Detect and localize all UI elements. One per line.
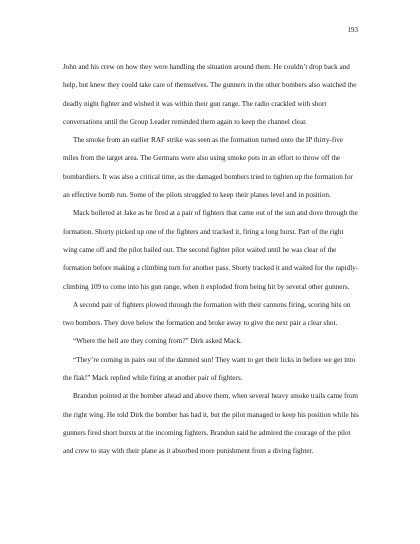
paragraph-4: A second pair of fighters plowed through the formation with their cannons firing, scoring hits on two bombers. They dove below the formation and broke away to give the next pair a clear shot. bbox=[63, 300, 351, 328]
paragraph-7: Brandon pointed at the bomber ahead and above them, when several heavy smoke trails came from the right wing. He told Dirk the bomber has had it, but the pilot managed to keep his position while his gunners fired short bursts at the incoming fighters. Brandon said he admired the courage of the pilot and crew to stay with their plane as it absorbed more punishment from a diving fighter. bbox=[63, 392, 359, 456]
body-text bbox=[63, 58, 359, 461]
paragraph-2: The smoke from an earlier RAF strike was seen as the formation turned onto the IP thirty-five miles from the target area. The Germans were also using smoke pots in an effort to throw off the bombardiers. It was also a critical time, as the damaged bombers tried to tighten up the formation for an effective bomb run. Some of the pilots struggled to keep their planes level and in position. bbox=[63, 136, 354, 200]
paragraph-5: “Where the hell are they coming from?” Dirk asked Mack. bbox=[73, 337, 242, 346]
paragraph-1: John and his crew on how they were handling the situation around them. He couldn’t drop back and help, but knew they could take care of themselves. The gunners in the other bombers also watched the deadly night fighter and wished it was within their gun range. The radio crackled with short conversations until the Group Leader reminded them again to keep the channel clear. bbox=[63, 63, 357, 126]
paragraph-3: Mack hollered at Jake as he fired at a pair of fighters that came out of the sun and dove through the formation. Shorty picked up one of the fighters and tracked it, firing a long burst. Part of the right wing came off and the pilot bailed out. The second fighter pilot waited until he was clear of the formation before making a climbing turn for another pass. Shorty tracked it and waited for the rapidly-climbing 109 to come into his gun range, when it exploded from being hit by several other gunners. bbox=[63, 209, 359, 291]
page-number: 193 bbox=[347, 26, 358, 34]
paragraph-6: “They’re coming in pairs out of the damned sun! They want to get their licks in before we get into the flak!” Mack replied while firing at another pair of fighters. bbox=[63, 355, 356, 383]
